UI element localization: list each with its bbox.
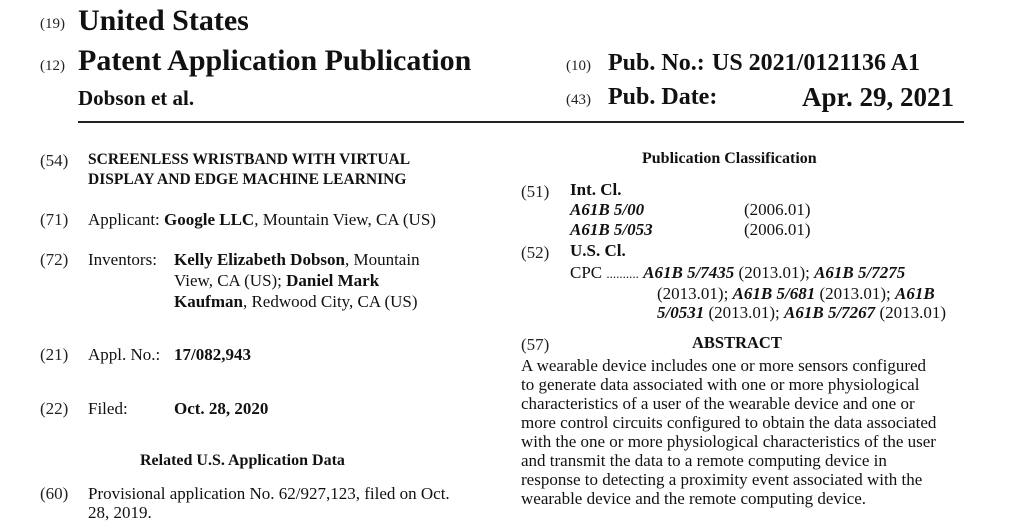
cpc-date-4: (2013.01);: [704, 303, 785, 322]
inid-code-22: (22): [40, 399, 69, 418]
provisional-line-1: Provisional application No. 62/927,123, filed on Oct.: [88, 484, 450, 503]
cpc-dots: ..........: [606, 266, 639, 281]
pub-no: US 2021/0121136 A1: [712, 50, 921, 76]
abstract-line: and transmit the data to a remote computing device in: [521, 451, 887, 470]
inventors-line-2: [174, 270, 379, 291]
cpc-date-3: (2013.01);: [815, 284, 895, 303]
pub-no-label: Pub. No.:: [608, 50, 705, 76]
inventors-line-3: [174, 291, 418, 312]
appl-no: 17/082,943: [174, 345, 251, 364]
inventor-2-location: , Redwood City, CA (US): [242, 292, 418, 311]
filed-label: Filed:: [88, 399, 128, 418]
inventor-1-name: Kelly Elizabeth Dobson: [174, 250, 345, 269]
abstract-line: to generate data associated with one or more physiological: [521, 375, 920, 394]
inventor-1-rest: , Mountain: [344, 250, 420, 269]
abstract-body: [521, 356, 967, 508]
cpc-date-5: (2013.01): [875, 303, 947, 322]
abstract-heading: ABSTRACT: [692, 333, 782, 352]
cpc-line-3: [657, 302, 946, 323]
applicant-location: , Mountain View, CA (US): [254, 210, 436, 229]
cpc-date-2: (2013.01);: [657, 284, 733, 303]
header-divider: [78, 121, 964, 123]
inid-code-10: (10): [566, 58, 591, 74]
provisional-line-2: 28, 2019.: [88, 503, 152, 522]
pub-class-heading: Publication Classification: [642, 150, 817, 167]
cpc-code-4b: 5/0531: [657, 303, 705, 322]
inid-code-43: (43): [566, 92, 591, 108]
int-cl-date-1: (2006.01): [744, 200, 811, 219]
abstract-line: response to detecting a proximity event associated with the: [521, 470, 923, 489]
inid-code-72: (72): [40, 250, 69, 269]
cpc-code-1: A61B 5/7435: [643, 263, 735, 282]
title-line-1: SCREENLESS WRISTBAND WITH VIRTUAL: [88, 151, 411, 168]
applicant-label: Applicant:: [88, 210, 160, 229]
cpc-code-5: A61B 5/7267: [784, 303, 876, 322]
us-cl-label: U.S. Cl.: [570, 241, 626, 260]
int-cl-date-2: (2006.01): [744, 220, 811, 239]
inid-code-21: (21): [40, 345, 69, 364]
inid-code-60: (60): [40, 484, 69, 503]
inid-code-51: (51): [521, 182, 550, 201]
inventors-line-1: [174, 249, 420, 270]
cpc-date-1: (2013.01);: [734, 263, 815, 282]
pub-date-label: Pub. Date:: [608, 84, 718, 110]
cpc-code-2: A61B 5/7275: [814, 263, 906, 282]
pub-date: Apr. 29, 2021: [802, 82, 955, 112]
inventor-2-name-a: Daniel Mark: [286, 271, 380, 290]
abstract-line: wearable device and the remote computing device.: [521, 489, 867, 508]
inventors-label: Inventors:: [88, 250, 157, 269]
int-cl-label: Int. Cl.: [570, 180, 622, 199]
cpc-label: CPC: [570, 263, 603, 282]
cpc-code-3: A61B 5/681: [732, 284, 816, 303]
country-title: United States: [78, 4, 249, 37]
related-heading: Related U.S. Application Data: [140, 452, 345, 469]
abstract-line: characteristics of a user of the wearable device and one or: [521, 394, 915, 413]
applicant-name: Google LLC: [164, 210, 255, 229]
int-cl-code-2: A61B 5/053: [570, 220, 653, 239]
cpc-code-4a: A61B: [895, 284, 935, 303]
cpc-line-2: [657, 283, 935, 304]
abstract-line: A wearable device includes one or more sensors configured: [521, 356, 927, 375]
int-cl-code-1: A61B 5/00: [570, 200, 645, 219]
abstract-line: with the one or more physiological characteristics of the user: [521, 432, 936, 451]
abstract-line: more control circuits configured to obtain the data associated: [521, 413, 937, 432]
inid-code-19: (19): [40, 16, 65, 32]
inid-code-57: (57): [521, 335, 550, 354]
inventor-1-location: View, CA (US);: [174, 271, 282, 290]
applicant-field: [88, 209, 436, 230]
inid-code-54: (54): [40, 151, 69, 170]
appl-no-label: Appl. No.:: [88, 345, 161, 364]
cpc-line-1: [570, 262, 905, 284]
inid-code-52: (52): [521, 243, 550, 262]
inventor-2-name-b: Kaufman: [174, 292, 243, 311]
inid-code-12: (12): [40, 58, 65, 74]
title-line-2: DISPLAY AND EDGE MACHINE LEARNING: [88, 171, 407, 188]
inid-code-71: (71): [40, 210, 69, 229]
filed-date: Oct. 28, 2020: [174, 399, 269, 418]
inventor-short: Dobson et al.: [78, 86, 195, 110]
publication-type: Patent Application Publication: [78, 44, 472, 77]
